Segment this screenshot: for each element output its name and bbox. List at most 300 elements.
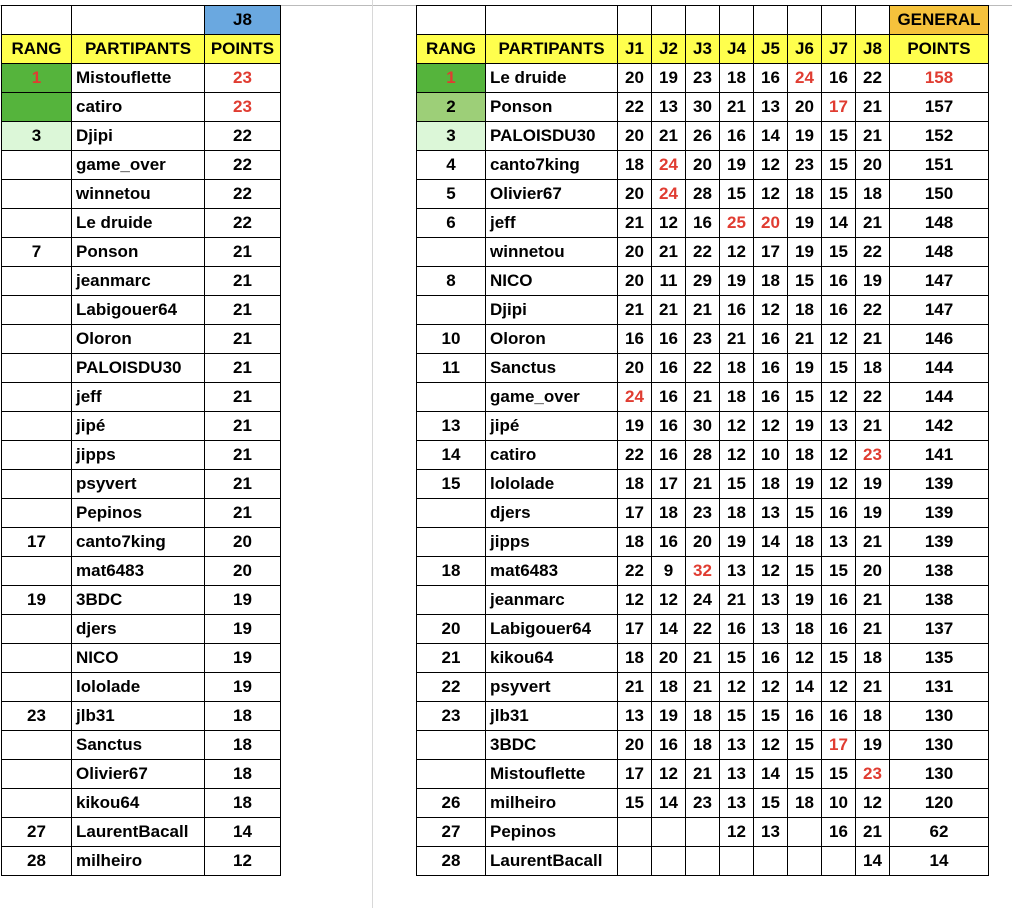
score-cell-j4[interactable]: 18 bbox=[720, 64, 754, 93]
total-points-cell[interactable]: 130 bbox=[890, 702, 989, 731]
score-cell-j5[interactable]: 14 bbox=[754, 122, 788, 151]
score-cell-j4[interactable]: 16 bbox=[720, 122, 754, 151]
points-cell[interactable]: 18 bbox=[205, 702, 281, 731]
participant-cell[interactable]: Ponson bbox=[72, 238, 205, 267]
rank-cell[interactable] bbox=[2, 180, 72, 209]
participant-cell[interactable]: PALOISDU30 bbox=[486, 122, 618, 151]
rank-cell[interactable] bbox=[2, 789, 72, 818]
score-cell-j5[interactable]: 12 bbox=[754, 557, 788, 586]
score-cell-j8[interactable]: 14 bbox=[856, 847, 890, 876]
score-cell-j7[interactable]: 15 bbox=[822, 180, 856, 209]
score-cell-j1[interactable]: 20 bbox=[618, 354, 652, 383]
participant-cell[interactable]: mat6483 bbox=[72, 557, 205, 586]
total-points-cell[interactable]: 131 bbox=[890, 673, 989, 702]
participants-header[interactable]: PARTIPANTS bbox=[486, 35, 618, 64]
rank-cell[interactable]: 3 bbox=[2, 122, 72, 151]
participant-cell[interactable]: canto7king bbox=[72, 528, 205, 557]
score-cell-j7[interactable]: 15 bbox=[822, 760, 856, 789]
score-cell-j4[interactable]: 15 bbox=[720, 180, 754, 209]
participant-cell[interactable]: milheiro bbox=[486, 789, 618, 818]
rank-header[interactable]: RANG bbox=[417, 35, 486, 64]
participant-cell[interactable]: jipps bbox=[486, 528, 618, 557]
rank-cell[interactable] bbox=[417, 586, 486, 615]
score-cell-j4[interactable]: 16 bbox=[720, 296, 754, 325]
score-cell-j1[interactable]: 20 bbox=[618, 731, 652, 760]
rank-cell[interactable]: 19 bbox=[2, 586, 72, 615]
rank-cell[interactable]: 21 bbox=[417, 644, 486, 673]
score-cell-j2[interactable]: 9 bbox=[652, 557, 686, 586]
participant-cell[interactable]: psyvert bbox=[72, 470, 205, 499]
points-cell[interactable]: 21 bbox=[205, 325, 281, 354]
score-cell-j1[interactable]: 12 bbox=[618, 586, 652, 615]
score-cell-j5[interactable]: 12 bbox=[754, 180, 788, 209]
rank-cell[interactable] bbox=[2, 557, 72, 586]
score-cell-j6[interactable]: 18 bbox=[788, 789, 822, 818]
score-cell-j2[interactable]: 14 bbox=[652, 615, 686, 644]
general-points-header[interactable]: POINTS bbox=[890, 35, 989, 64]
points-cell[interactable]: 18 bbox=[205, 731, 281, 760]
score-cell-j3[interactable]: 21 bbox=[686, 673, 720, 702]
score-cell-j2[interactable]: 16 bbox=[652, 383, 686, 412]
score-cell-j5[interactable]: 13 bbox=[754, 586, 788, 615]
score-cell-j7[interactable]: 16 bbox=[822, 267, 856, 296]
participant-cell[interactable]: Pepinos bbox=[486, 818, 618, 847]
score-cell-j8[interactable]: 21 bbox=[856, 325, 890, 354]
total-points-cell[interactable]: 142 bbox=[890, 412, 989, 441]
score-cell-j1[interactable]: 16 bbox=[618, 325, 652, 354]
score-cell-j2[interactable]: 18 bbox=[652, 499, 686, 528]
points-cell[interactable]: 20 bbox=[205, 557, 281, 586]
score-cell-j5[interactable]: 17 bbox=[754, 238, 788, 267]
rank-cell[interactable]: 7 bbox=[2, 238, 72, 267]
rank-cell[interactable] bbox=[2, 93, 72, 122]
score-cell-j4[interactable]: 13 bbox=[720, 557, 754, 586]
total-points-cell[interactable]: 138 bbox=[890, 557, 989, 586]
score-cell-j5[interactable] bbox=[754, 847, 788, 876]
total-points-cell[interactable]: 147 bbox=[890, 296, 989, 325]
rank-cell[interactable]: 28 bbox=[417, 847, 486, 876]
rank-cell[interactable]: 27 bbox=[417, 818, 486, 847]
score-cell-j7[interactable]: 12 bbox=[822, 673, 856, 702]
total-points-cell[interactable]: 146 bbox=[890, 325, 989, 354]
score-cell-j3[interactable]: 26 bbox=[686, 122, 720, 151]
score-cell-j8[interactable]: 18 bbox=[856, 180, 890, 209]
score-cell-j6[interactable]: 23 bbox=[788, 151, 822, 180]
score-cell-j3[interactable]: 21 bbox=[686, 296, 720, 325]
score-cell-j6[interactable]: 12 bbox=[788, 644, 822, 673]
score-cell-j5[interactable]: 15 bbox=[754, 702, 788, 731]
participant-cell[interactable]: 3BDC bbox=[486, 731, 618, 760]
participant-cell[interactable]: Djipi bbox=[72, 122, 205, 151]
score-cell-j3[interactable]: 28 bbox=[686, 180, 720, 209]
score-cell-j1[interactable]: 17 bbox=[618, 499, 652, 528]
score-cell-j8[interactable]: 20 bbox=[856, 151, 890, 180]
j8-group-header[interactable]: J8 bbox=[205, 6, 281, 35]
score-cell-j2[interactable]: 21 bbox=[652, 238, 686, 267]
points-cell[interactable]: 21 bbox=[205, 267, 281, 296]
score-cell-j2[interactable]: 16 bbox=[652, 441, 686, 470]
participant-cell[interactable]: mat6483 bbox=[486, 557, 618, 586]
rank-cell[interactable]: 5 bbox=[417, 180, 486, 209]
participant-cell[interactable]: kikou64 bbox=[72, 789, 205, 818]
score-cell-j4[interactable]: 13 bbox=[720, 789, 754, 818]
score-cell-j7[interactable]: 16 bbox=[822, 296, 856, 325]
score-cell-j4[interactable]: 19 bbox=[720, 151, 754, 180]
score-cell-j1[interactable]: 20 bbox=[618, 180, 652, 209]
score-cell-j8[interactable]: 21 bbox=[856, 818, 890, 847]
rank-cell[interactable] bbox=[2, 470, 72, 499]
score-cell-j7[interactable]: 10 bbox=[822, 789, 856, 818]
score-cell-j6[interactable] bbox=[788, 818, 822, 847]
score-cell-j6[interactable]: 15 bbox=[788, 760, 822, 789]
total-points-cell[interactable]: 139 bbox=[890, 499, 989, 528]
score-cell-j1[interactable] bbox=[618, 818, 652, 847]
rank-cell[interactable] bbox=[417, 296, 486, 325]
total-points-cell[interactable]: 148 bbox=[890, 238, 989, 267]
score-cell-j4[interactable]: 13 bbox=[720, 731, 754, 760]
participant-cell[interactable]: jlb31 bbox=[486, 702, 618, 731]
score-cell-j1[interactable]: 20 bbox=[618, 267, 652, 296]
score-cell-j3[interactable]: 22 bbox=[686, 238, 720, 267]
j8-header[interactable]: J8 bbox=[856, 35, 890, 64]
participant-cell[interactable]: Mistouflette bbox=[72, 64, 205, 93]
score-cell-j6[interactable]: 15 bbox=[788, 267, 822, 296]
participant-cell[interactable]: Olivier67 bbox=[72, 760, 205, 789]
score-cell-j8[interactable]: 19 bbox=[856, 267, 890, 296]
score-cell-j1[interactable]: 21 bbox=[618, 209, 652, 238]
total-points-cell[interactable]: 130 bbox=[890, 760, 989, 789]
score-cell-j7[interactable]: 16 bbox=[822, 499, 856, 528]
score-cell-j1[interactable]: 20 bbox=[618, 64, 652, 93]
score-cell-j2[interactable]: 19 bbox=[652, 64, 686, 93]
total-points-cell[interactable]: 151 bbox=[890, 151, 989, 180]
score-cell-j3[interactable]: 29 bbox=[686, 267, 720, 296]
participant-cell[interactable]: Oloron bbox=[72, 325, 205, 354]
participant-cell[interactable]: jipé bbox=[486, 412, 618, 441]
points-cell[interactable]: 20 bbox=[205, 528, 281, 557]
score-cell-j6[interactable]: 15 bbox=[788, 383, 822, 412]
points-cell[interactable]: 21 bbox=[205, 412, 281, 441]
score-cell-j5[interactable]: 16 bbox=[754, 354, 788, 383]
score-cell-j1[interactable]: 18 bbox=[618, 644, 652, 673]
score-cell-j1[interactable]: 22 bbox=[618, 557, 652, 586]
score-cell-j4[interactable]: 18 bbox=[720, 499, 754, 528]
total-points-cell[interactable]: 62 bbox=[890, 818, 989, 847]
score-cell-j7[interactable]: 17 bbox=[822, 93, 856, 122]
score-cell-j2[interactable]: 21 bbox=[652, 122, 686, 151]
score-cell-j4[interactable]: 25 bbox=[720, 209, 754, 238]
j1-header[interactable]: J1 bbox=[618, 35, 652, 64]
participant-cell[interactable]: PALOISDU30 bbox=[72, 354, 205, 383]
points-cell[interactable]: 22 bbox=[205, 151, 281, 180]
rank-cell[interactable] bbox=[417, 383, 486, 412]
score-cell-j5[interactable]: 18 bbox=[754, 267, 788, 296]
score-cell-j5[interactable]: 10 bbox=[754, 441, 788, 470]
rank-cell[interactable] bbox=[417, 528, 486, 557]
score-cell-j3[interactable] bbox=[686, 847, 720, 876]
participant-cell[interactable]: Sanctus bbox=[72, 731, 205, 760]
participant-cell[interactable]: lololade bbox=[486, 470, 618, 499]
points-cell[interactable]: 22 bbox=[205, 180, 281, 209]
points-cell[interactable]: 19 bbox=[205, 615, 281, 644]
participant-cell[interactable]: Labigouer64 bbox=[72, 296, 205, 325]
score-cell-j2[interactable]: 12 bbox=[652, 760, 686, 789]
score-cell-j8[interactable]: 23 bbox=[856, 760, 890, 789]
score-cell-j6[interactable]: 21 bbox=[788, 325, 822, 354]
score-cell-j5[interactable]: 12 bbox=[754, 296, 788, 325]
score-cell-j3[interactable]: 16 bbox=[686, 209, 720, 238]
score-cell-j4[interactable]: 12 bbox=[720, 818, 754, 847]
score-cell-j1[interactable]: 21 bbox=[618, 296, 652, 325]
participant-cell[interactable]: jeff bbox=[486, 209, 618, 238]
rank-cell[interactable]: 28 bbox=[2, 847, 72, 876]
rank-cell[interactable]: 2 bbox=[417, 93, 486, 122]
score-cell-j1[interactable]: 19 bbox=[618, 412, 652, 441]
rank-cell[interactable] bbox=[2, 760, 72, 789]
score-cell-j8[interactable]: 21 bbox=[856, 93, 890, 122]
score-cell-j8[interactable]: 18 bbox=[856, 354, 890, 383]
participant-cell[interactable]: Le druide bbox=[486, 64, 618, 93]
rank-cell[interactable]: 1 bbox=[2, 64, 72, 93]
score-cell-j8[interactable]: 20 bbox=[856, 557, 890, 586]
score-cell-j7[interactable]: 13 bbox=[822, 412, 856, 441]
score-cell-j1[interactable]: 17 bbox=[618, 760, 652, 789]
points-cell[interactable]: 14 bbox=[205, 818, 281, 847]
score-cell-j7[interactable]: 15 bbox=[822, 122, 856, 151]
score-cell-j2[interactable]: 12 bbox=[652, 209, 686, 238]
rank-cell[interactable] bbox=[2, 615, 72, 644]
rank-cell[interactable]: 20 bbox=[417, 615, 486, 644]
participant-cell[interactable]: LaurentBacall bbox=[72, 818, 205, 847]
score-cell-j6[interactable]: 24 bbox=[788, 64, 822, 93]
score-cell-j6[interactable]: 18 bbox=[788, 615, 822, 644]
rank-cell[interactable] bbox=[2, 325, 72, 354]
participant-cell[interactable]: Le druide bbox=[72, 209, 205, 238]
rank-cell[interactable]: 1 bbox=[417, 64, 486, 93]
rank-cell[interactable]: 22 bbox=[417, 673, 486, 702]
points-cell[interactable]: 19 bbox=[205, 586, 281, 615]
score-cell-j7[interactable]: 15 bbox=[822, 238, 856, 267]
score-cell-j8[interactable]: 21 bbox=[856, 586, 890, 615]
participant-cell[interactable]: jeanmarc bbox=[486, 586, 618, 615]
rank-cell[interactable]: 23 bbox=[2, 702, 72, 731]
score-cell-j8[interactable]: 22 bbox=[856, 238, 890, 267]
score-cell-j1[interactable] bbox=[618, 847, 652, 876]
participant-cell[interactable]: game_over bbox=[72, 151, 205, 180]
score-cell-j6[interactable]: 19 bbox=[788, 412, 822, 441]
score-cell-j7[interactable]: 12 bbox=[822, 383, 856, 412]
score-cell-j3[interactable]: 23 bbox=[686, 64, 720, 93]
score-cell-j2[interactable] bbox=[652, 847, 686, 876]
points-cell[interactable]: 21 bbox=[205, 296, 281, 325]
score-cell-j3[interactable]: 32 bbox=[686, 557, 720, 586]
total-points-cell[interactable]: 152 bbox=[890, 122, 989, 151]
participant-cell[interactable]: kikou64 bbox=[486, 644, 618, 673]
score-cell-j6[interactable]: 15 bbox=[788, 499, 822, 528]
score-cell-j3[interactable]: 30 bbox=[686, 412, 720, 441]
score-cell-j5[interactable]: 13 bbox=[754, 93, 788, 122]
score-cell-j1[interactable]: 21 bbox=[618, 673, 652, 702]
rank-cell[interactable] bbox=[2, 151, 72, 180]
participant-cell[interactable]: jlb31 bbox=[72, 702, 205, 731]
score-cell-j8[interactable]: 19 bbox=[856, 470, 890, 499]
score-cell-j5[interactable]: 16 bbox=[754, 325, 788, 354]
participant-cell[interactable]: psyvert bbox=[486, 673, 618, 702]
score-cell-j4[interactable]: 12 bbox=[720, 673, 754, 702]
points-cell[interactable]: 21 bbox=[205, 383, 281, 412]
score-cell-j6[interactable]: 19 bbox=[788, 238, 822, 267]
rank-cell[interactable]: 23 bbox=[417, 702, 486, 731]
score-cell-j4[interactable]: 15 bbox=[720, 644, 754, 673]
participant-cell[interactable]: jeanmarc bbox=[72, 267, 205, 296]
score-cell-j4[interactable]: 15 bbox=[720, 470, 754, 499]
score-cell-j3[interactable]: 28 bbox=[686, 441, 720, 470]
score-cell-j2[interactable]: 16 bbox=[652, 528, 686, 557]
rank-cell[interactable]: 18 bbox=[417, 557, 486, 586]
score-cell-j2[interactable]: 20 bbox=[652, 644, 686, 673]
rank-cell[interactable] bbox=[2, 412, 72, 441]
score-cell-j1[interactable]: 13 bbox=[618, 702, 652, 731]
score-cell-j5[interactable]: 16 bbox=[754, 644, 788, 673]
score-cell-j3[interactable]: 20 bbox=[686, 528, 720, 557]
score-cell-j8[interactable]: 23 bbox=[856, 441, 890, 470]
score-cell-j8[interactable]: 19 bbox=[856, 499, 890, 528]
score-cell-j3[interactable]: 22 bbox=[686, 354, 720, 383]
score-cell-j2[interactable]: 14 bbox=[652, 789, 686, 818]
score-cell-j3[interactable]: 23 bbox=[686, 789, 720, 818]
participant-cell[interactable]: winnetou bbox=[486, 238, 618, 267]
score-cell-j3[interactable]: 21 bbox=[686, 383, 720, 412]
rank-cell[interactable]: 13 bbox=[417, 412, 486, 441]
participant-cell[interactable]: djers bbox=[486, 499, 618, 528]
rank-cell[interactable] bbox=[2, 383, 72, 412]
rank-cell[interactable] bbox=[417, 731, 486, 760]
participant-cell[interactable]: Olivier67 bbox=[486, 180, 618, 209]
points-header[interactable]: POINTS bbox=[205, 35, 281, 64]
points-cell[interactable]: 22 bbox=[205, 122, 281, 151]
total-points-cell[interactable]: 139 bbox=[890, 470, 989, 499]
points-cell[interactable]: 19 bbox=[205, 644, 281, 673]
score-cell-j4[interactable]: 18 bbox=[720, 383, 754, 412]
score-cell-j4[interactable]: 16 bbox=[720, 615, 754, 644]
total-points-cell[interactable]: 148 bbox=[890, 209, 989, 238]
score-cell-j3[interactable]: 21 bbox=[686, 644, 720, 673]
score-cell-j6[interactable]: 20 bbox=[788, 93, 822, 122]
rank-cell[interactable] bbox=[2, 499, 72, 528]
score-cell-j5[interactable]: 12 bbox=[754, 412, 788, 441]
score-cell-j3[interactable]: 20 bbox=[686, 151, 720, 180]
score-cell-j2[interactable]: 24 bbox=[652, 180, 686, 209]
participant-cell[interactable]: Oloron bbox=[486, 325, 618, 354]
rank-cell[interactable]: 11 bbox=[417, 354, 486, 383]
score-cell-j6[interactable]: 15 bbox=[788, 557, 822, 586]
score-cell-j6[interactable]: 15 bbox=[788, 731, 822, 760]
score-cell-j7[interactable]: 12 bbox=[822, 325, 856, 354]
participant-cell[interactable]: Pepinos bbox=[72, 499, 205, 528]
score-cell-j8[interactable]: 12 bbox=[856, 789, 890, 818]
rank-cell[interactable] bbox=[417, 238, 486, 267]
score-cell-j2[interactable]: 16 bbox=[652, 325, 686, 354]
score-cell-j3[interactable]: 24 bbox=[686, 586, 720, 615]
rank-cell[interactable] bbox=[417, 499, 486, 528]
score-cell-j1[interactable]: 24 bbox=[618, 383, 652, 412]
score-cell-j3[interactable]: 23 bbox=[686, 499, 720, 528]
points-cell[interactable]: 22 bbox=[205, 209, 281, 238]
score-cell-j2[interactable]: 17 bbox=[652, 470, 686, 499]
points-cell[interactable]: 21 bbox=[205, 470, 281, 499]
score-cell-j6[interactable]: 19 bbox=[788, 470, 822, 499]
score-cell-j3[interactable]: 22 bbox=[686, 615, 720, 644]
score-cell-j3[interactable]: 18 bbox=[686, 702, 720, 731]
rank-cell[interactable]: 27 bbox=[2, 818, 72, 847]
score-cell-j4[interactable]: 12 bbox=[720, 441, 754, 470]
score-cell-j2[interactable]: 13 bbox=[652, 93, 686, 122]
rank-cell[interactable]: 15 bbox=[417, 470, 486, 499]
points-cell[interactable]: 23 bbox=[205, 64, 281, 93]
participant-cell[interactable]: jeff bbox=[72, 383, 205, 412]
participant-cell[interactable]: Djipi bbox=[486, 296, 618, 325]
score-cell-j5[interactable]: 12 bbox=[754, 151, 788, 180]
score-cell-j7[interactable] bbox=[822, 847, 856, 876]
participant-cell[interactable]: NICO bbox=[72, 644, 205, 673]
score-cell-j6[interactable]: 14 bbox=[788, 673, 822, 702]
total-points-cell[interactable]: 139 bbox=[890, 528, 989, 557]
score-cell-j2[interactable]: 16 bbox=[652, 731, 686, 760]
score-cell-j7[interactable]: 16 bbox=[822, 586, 856, 615]
score-cell-j1[interactable]: 18 bbox=[618, 151, 652, 180]
score-cell-j4[interactable]: 21 bbox=[720, 325, 754, 354]
participant-cell[interactable]: catiro bbox=[72, 93, 205, 122]
score-cell-j8[interactable]: 22 bbox=[856, 383, 890, 412]
participant-cell[interactable]: Labigouer64 bbox=[486, 615, 618, 644]
score-cell-j7[interactable]: 15 bbox=[822, 644, 856, 673]
rank-cell[interactable] bbox=[2, 209, 72, 238]
rank-cell[interactable] bbox=[2, 354, 72, 383]
score-cell-j3[interactable]: 23 bbox=[686, 325, 720, 354]
score-cell-j4[interactable]: 21 bbox=[720, 586, 754, 615]
score-cell-j6[interactable]: 18 bbox=[788, 180, 822, 209]
score-cell-j7[interactable]: 17 bbox=[822, 731, 856, 760]
points-cell[interactable]: 12 bbox=[205, 847, 281, 876]
points-cell[interactable]: 21 bbox=[205, 499, 281, 528]
score-cell-j7[interactable]: 15 bbox=[822, 354, 856, 383]
score-cell-j5[interactable]: 20 bbox=[754, 209, 788, 238]
j2-header[interactable]: J2 bbox=[652, 35, 686, 64]
score-cell-j2[interactable]: 16 bbox=[652, 412, 686, 441]
score-cell-j1[interactable]: 22 bbox=[618, 93, 652, 122]
total-points-cell[interactable]: 150 bbox=[890, 180, 989, 209]
total-points-cell[interactable]: 137 bbox=[890, 615, 989, 644]
score-cell-j7[interactable]: 12 bbox=[822, 441, 856, 470]
total-points-cell[interactable]: 130 bbox=[890, 731, 989, 760]
score-cell-j8[interactable]: 19 bbox=[856, 731, 890, 760]
score-cell-j7[interactable]: 16 bbox=[822, 64, 856, 93]
score-cell-j8[interactable]: 21 bbox=[856, 122, 890, 151]
points-cell[interactable]: 21 bbox=[205, 238, 281, 267]
score-cell-j5[interactable]: 13 bbox=[754, 615, 788, 644]
score-cell-j8[interactable]: 22 bbox=[856, 64, 890, 93]
score-cell-j3[interactable] bbox=[686, 818, 720, 847]
rank-cell[interactable]: 10 bbox=[417, 325, 486, 354]
participants-header[interactable]: PARTIPANTS bbox=[72, 35, 205, 64]
participant-cell[interactable]: djers bbox=[72, 615, 205, 644]
score-cell-j1[interactable]: 15 bbox=[618, 789, 652, 818]
general-group-header[interactable]: GENERAL bbox=[890, 6, 989, 35]
score-cell-j1[interactable]: 22 bbox=[618, 441, 652, 470]
total-points-cell[interactable]: 157 bbox=[890, 93, 989, 122]
score-cell-j2[interactable]: 11 bbox=[652, 267, 686, 296]
total-points-cell[interactable]: 158 bbox=[890, 64, 989, 93]
